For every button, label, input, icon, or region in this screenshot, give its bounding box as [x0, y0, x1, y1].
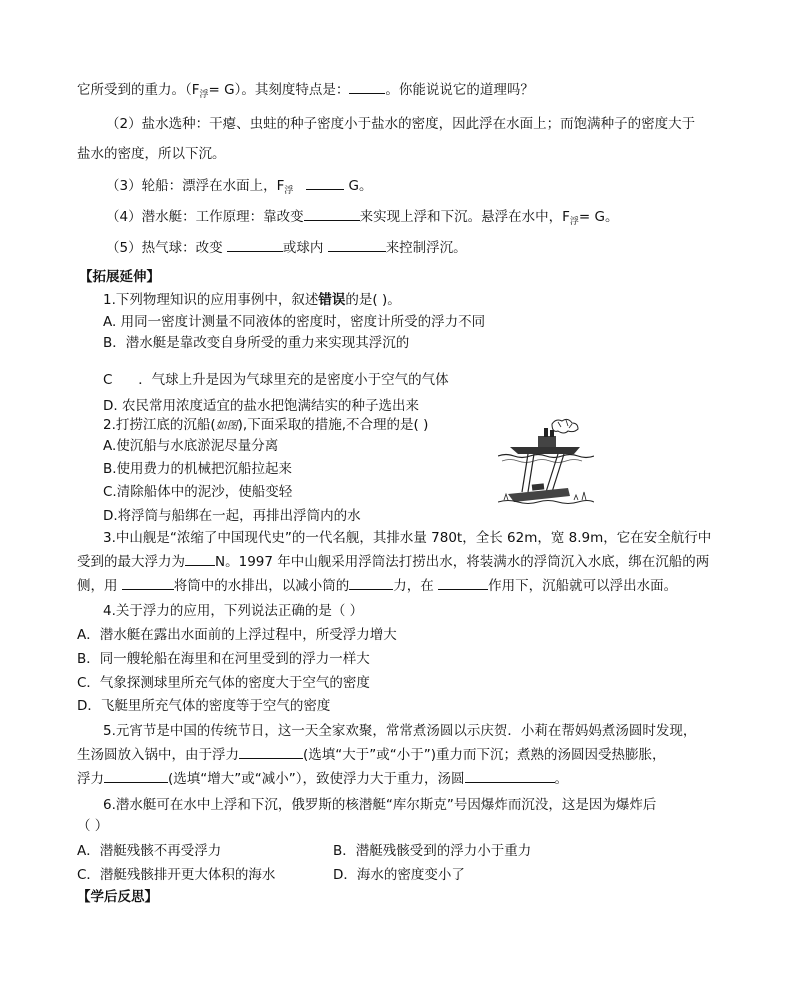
- answer-blank[interactable]: [328, 239, 386, 252]
- question-2-option-c: C.清除船体中的泥沙，使船变轻: [103, 484, 293, 500]
- question-6-option-b: B．潜艇残骸受到的浮力小于重力: [333, 843, 532, 859]
- question-4-option-a: A．潜水艇在露出水面前的上浮过程中，所受浮力增大: [77, 627, 397, 643]
- question-5-line-2: 生汤圆放入锅中，由于浮力 (选填“大于”或“小于”)重力而下沉；煮熟的汤圆因受热膨胀，: [77, 747, 666, 763]
- answer-blank[interactable]: [349, 577, 393, 590]
- answer-blank[interactable]: [104, 770, 168, 783]
- question-3-line-1: 3.中山舰是“浓缩了中国现代史”的一代名舰，其排水量 780t，全长 62m，宽 8.9m，它在安全航行中: [103, 530, 712, 546]
- question-5-line-1: 5.元宵节是中国的传统节日，这一天全家欢聚，常常煮汤圆以示庆贺．小莉在帮妈妈煮汤圆时发现，: [103, 723, 697, 739]
- answer-blank[interactable]: [349, 81, 385, 94]
- section-heading-reflect: 【学后反思】: [77, 889, 158, 905]
- question-5-line-3: 浮力 (选填“增大”或“减小”），致使浮力大于重力，汤圆 。: [77, 771, 568, 787]
- answer-blank[interactable]: [239, 746, 303, 759]
- question-1-option-b: B．潜水艇是靠改变自身所受的重力来实现其浮沉的: [103, 335, 410, 351]
- question-6-option-d: D．海水的密度变小了: [333, 867, 465, 883]
- text-line-1: 它所受到的重力。$(F_浮= G)$。其刻度特点是： 。你能说说它的道理吗？: [77, 82, 534, 100]
- question-1-option-a: A. 用同一密度计测量不同液体的密度时，密度计所受的浮力不同: [103, 314, 486, 330]
- sunken-ship-illustration: [498, 414, 594, 506]
- question-1-option-c: C ．气球上升是因为气球里充的是密度小于空气的气体: [103, 372, 449, 388]
- question-6-stem: 6.潜水艇可在水中上浮和下沉，俄罗斯的核潜艇“库尔斯克”号因爆炸而沉没，这是因为爆炸后: [103, 797, 657, 813]
- question-4-option-c: C．气象探测球里所充气体的密度大于空气的密度: [77, 675, 370, 691]
- question-1-option-d: D. 农民常用浓度适宜的盐水把饱满结实的种子选出来: [103, 398, 419, 414]
- answer-blank[interactable]: [438, 577, 488, 590]
- answer-blank[interactable]: [227, 239, 283, 252]
- question-2-option-d: D.将浮筒与船绑在一起，再排出浮筒内的水: [103, 508, 361, 524]
- question-4-option-b: B．同一艘轮船在海里和在河里受到的浮力一样大: [77, 651, 370, 667]
- answer-blank[interactable]: [122, 577, 174, 590]
- question-4-stem: 4.关于浮力的应用，下列说法正确的是（ ）: [103, 603, 364, 619]
- question-2-option-a: A.使沉船与水底淤泥尽量分离: [103, 438, 279, 454]
- answer-blank[interactable]: [185, 553, 215, 566]
- question-6-option-c: C．潜艇残骸排开更大体积的海水: [77, 867, 276, 883]
- question-3-line-2: 受到的最大浮力为 N。1997 年中山舰采用浮筒法打捞出水，将装满水的浮筒沉入水底，绑在沉船的两: [77, 554, 710, 570]
- answer-blank[interactable]: [304, 208, 360, 221]
- question-6-option-a: A．潜艇残骸不再受浮力: [77, 843, 222, 859]
- question-2-stem: 2.打捞江底的沉船(如图),下面采取的措施,不合理的是( ): [103, 417, 429, 433]
- question-3-line-3: 侧，用 将筒中的水排出，以减小筒的 力，在 作用下，沉船就可以浮出水面。: [77, 578, 678, 594]
- section-heading-extend: 【拓展延伸】: [79, 269, 160, 285]
- answer-blank[interactable]: [306, 177, 344, 190]
- text-line-6: （5）热气球：改变 或球内 来控制浮沉。: [106, 240, 467, 256]
- text-line-4: （3）轮船：漂浮在水面上，$F_浮$ G。: [106, 178, 373, 196]
- text-line-2: （2）盐水选种：干瘪、虫蛀的种子密度小于盐水的密度，因此浮在水面上；而饱满种子的密度大于: [106, 116, 696, 132]
- text-line-5: （4）潜水艇：工作原理：靠改变 来实现上浮和下沉。悬浮在水中，$F_浮= G$。: [106, 209, 619, 227]
- question-4-option-d: D．飞艇里所充气体的密度等于空气的密度: [77, 698, 331, 714]
- question-6-paren: （ ）: [77, 818, 109, 834]
- question-2-option-b: B.使用费力的机械把沉船拉起来: [103, 461, 293, 477]
- text-line-3: 盐水的密度，所以下沉。: [77, 146, 226, 162]
- answer-blank[interactable]: [465, 770, 555, 783]
- question-1-stem: 1.下列物理知识的应用事例中，叙述错误的是( )。: [103, 292, 401, 308]
